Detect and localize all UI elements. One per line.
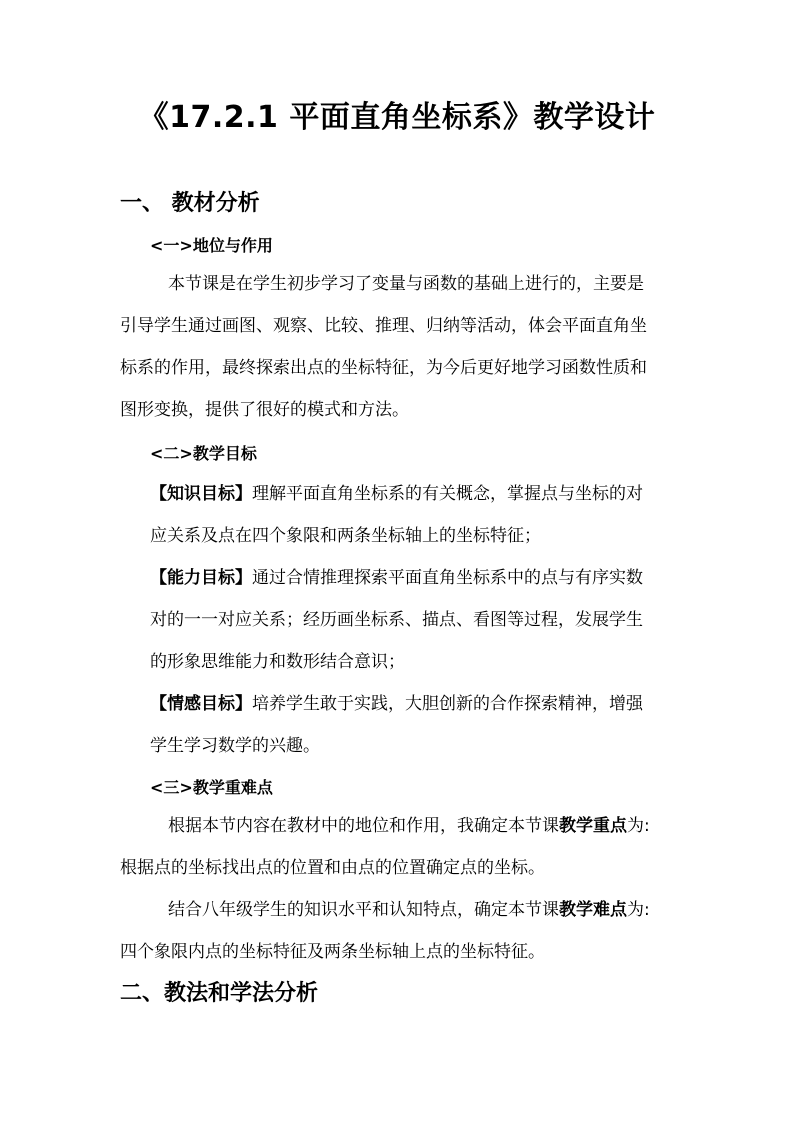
paragraph-line: 的形象思维能力和数形结合意识； [150,652,405,672]
ability-goal-line [150,567,643,589]
emotion-goal-line [150,693,643,715]
key-point-line [168,815,650,837]
paragraph-line: 引导学生通过画图、观察、比较、推理、归纳等活动，体会平面直角坐 [120,316,647,336]
paragraph-line: 图形变换，提供了很好的模式和方法。 [120,400,409,420]
subsection-heading-position-role: <一>地位与作用 [150,236,273,255]
section-heading-material-analysis: 一、 教材分析 [120,191,260,216]
subsection-heading-teaching-goals: <二>教学目标 [150,444,257,463]
subsection-heading-key-difficult-points: <三>教学重难点 [150,778,273,797]
paragraph-line: 四个象限内点的坐标特征及两条坐标轴上点的坐标特征。 [120,942,545,962]
emotion-goal-text: 培养学生敢于实践，大胆创新的合作探索精神，增强 [252,694,643,714]
section-heading-teaching-methods: 二、教法和学法分析 [120,981,319,1006]
ability-goal-text: 通过合情推理探索平面直角坐标系中的点与有序实数 [252,568,643,588]
difficult-point-text-after: 为: [627,900,650,920]
ability-goal-label: 【能力目标】 [150,568,252,588]
knowledge-goal-label: 【知识目标】 [150,484,252,504]
difficult-point-line [168,899,650,921]
key-point-emphasis: 教学重点 [559,816,627,836]
difficult-point-emphasis: 教学难点 [559,900,627,920]
document-title: 《17.2.1 平面直角坐标系》教学设计 [138,100,656,135]
key-point-text-after: 为: [627,816,650,836]
knowledge-goal-line [150,483,643,505]
knowledge-goal-text: 理解平面直角坐标系的有关概念，掌握点与坐标的对 [252,484,643,504]
paragraph-line: 学生学习数学的兴趣。 [150,736,320,756]
paragraph-line: 对的一一对应关系；经历画坐标系、描点、看图等过程，发展学生 [150,610,643,630]
difficult-point-text-before: 结合八年级学生的知识水平和认知特点，确定本节课 [168,900,559,920]
paragraph-line: 标系的作用，最终探索出点的坐标特征，为今后更好地学习函数性质和 [120,358,647,378]
paragraph-line: 本节课是在学生初步学习了变量与函数的基础上进行的，主要是 [168,274,644,294]
paragraph-line: 根据点的坐标找出点的位置和由点的位置确定点的坐标。 [120,858,545,878]
paragraph-line: 应关系及点在四个象限和两条坐标轴上的坐标特征； [150,526,541,546]
key-point-text-before: 根据本节内容在教材中的地位和作用，我确定本节课 [168,816,559,836]
emotion-goal-label: 【情感目标】 [150,694,252,714]
